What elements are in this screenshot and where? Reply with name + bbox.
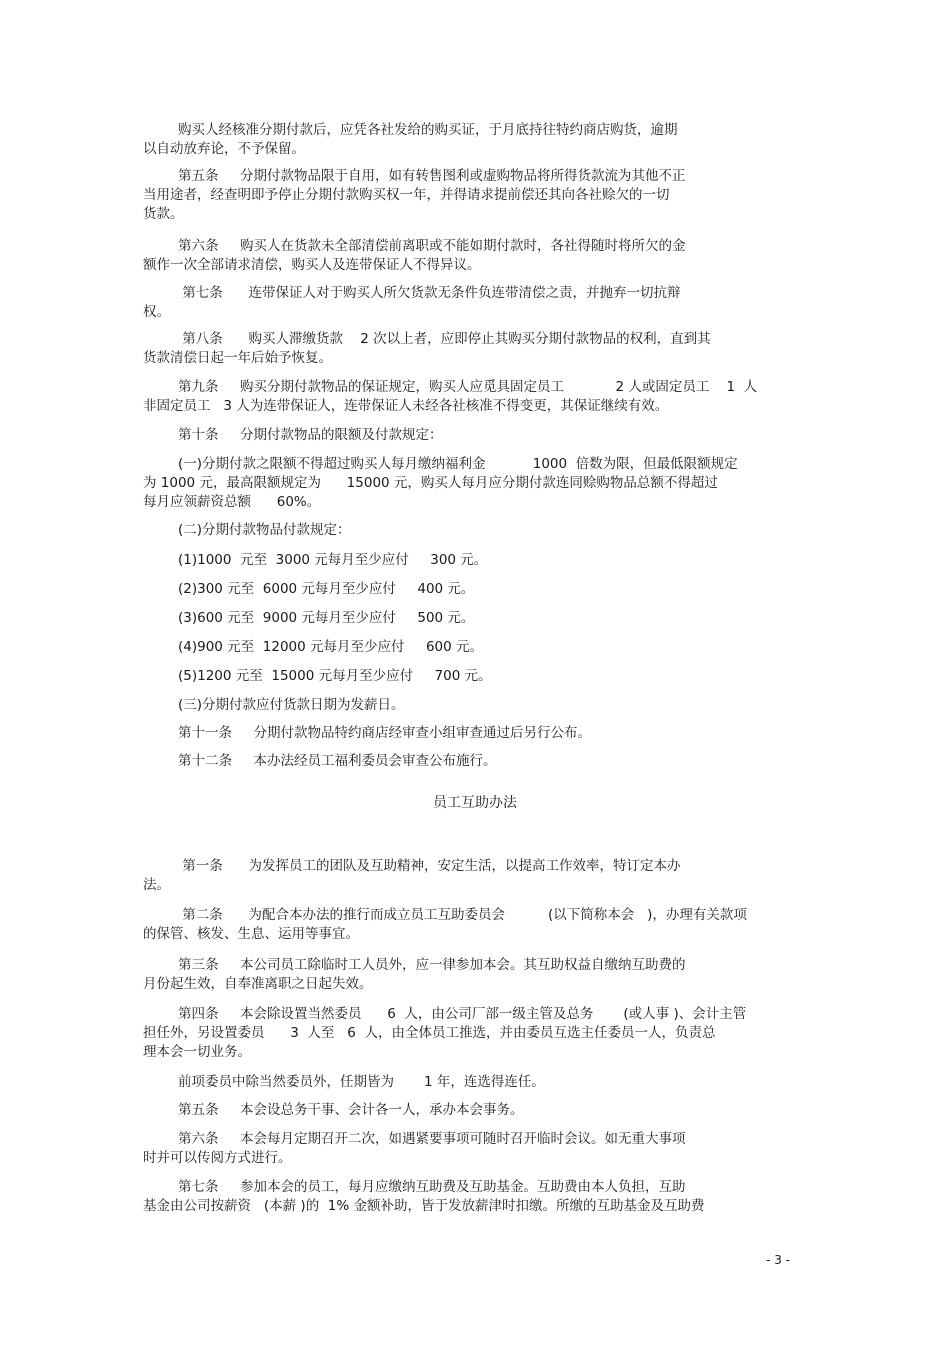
paragraph <box>143 1101 808 1120</box>
text-line: 基金由公司按薪资 (本薪 )的 1% 金额补助，皆于发放薪津时扣缴。所缴的互助基金及互助费 <box>143 1198 705 1214</box>
text-line: 货款清偿日起一年后始予恢复。 <box>143 350 332 366</box>
paragraph <box>143 551 808 570</box>
text-line: (2)300 元至 6000 元每月至少应付 400 元。 <box>178 581 475 597</box>
text-line: 月份起生效，自奉准离职之日起失效。 <box>143 976 373 992</box>
text-line: 第七条 参加本会的员工，每月应缴纳互助费及互助基金。互助费由本人负担，互助 <box>178 1179 686 1195</box>
text-line: (3)600 元至 9000 元每月至少应付 500 元。 <box>178 610 475 626</box>
text-line: 第十一条 分期付款物品特约商店经审查小组审查通过后另行公布。 <box>178 725 591 741</box>
paragraph <box>143 638 808 657</box>
text-line: (4)900 元至 12000 元每月至少应付 600 元。 <box>178 639 484 655</box>
text-line: 第三条 本公司员工除临时工人员外，应一律参加本会。其互助权益自缴纳互助费的 <box>178 957 686 973</box>
text-line: 购买人经核准分期付款后，应凭各社发给的购买证，于月底持往特约商店购货，逾期 <box>178 122 678 138</box>
text-line: 第九条 购买分期付款物品的保证规定，购买人应觅具固定员工 2 人或固定员工 1 人 <box>178 379 758 395</box>
text-line: 第八条 购买人滞缴货款 2 次以上者，应即停止其购买分期付款物品的权利，直到其 <box>178 331 711 347</box>
text-line: 以自动放弃论，不予保留。 <box>143 141 305 157</box>
text-line: (5)1200 元至 15000 元每月至少应付 700 元。 <box>178 668 492 684</box>
text-line: 第七条 连带保证人对于购买人所欠货款无条件负连带清偿之责，并抛弃一切抗辩 <box>178 285 681 301</box>
text-line: 当用途者，经查明即予停止分期付款购买权一年，并得请求提前偿还其向各社赊欠的一切 <box>143 187 670 203</box>
text-line: 第一条 为发挥员工的团队及互助精神，安定生活，以提高工作效率，特订定本办 <box>178 858 681 874</box>
text-line: 第五条 本会设总务干事、会计各一人，承办本会事务。 <box>178 1102 524 1118</box>
paragraph <box>143 1178 808 1216</box>
paragraph <box>143 580 808 599</box>
text-line: 权。 <box>143 304 170 320</box>
text-line: 第十二条 本办法经员工福利委员会审查公布施行。 <box>178 753 497 769</box>
text-line: 第六条 本会每月定期召开二次，如遇紧要事项可随时召开临时会议。如无重大事项 <box>178 1131 686 1147</box>
paragraph <box>143 455 808 512</box>
text-line: (二)分期付款物品付款规定： <box>178 522 351 538</box>
text-line: 第五条 分期付款物品限于自用，如有转售图利或虚购物品将所得货款流为其他不正 <box>178 168 686 184</box>
text-line: 额作一次全部请求清偿，购买人及连带保证人不得异议。 <box>143 257 481 273</box>
paragraph <box>143 752 808 771</box>
paragraph <box>143 906 808 944</box>
paragraph <box>143 857 808 895</box>
section-title: 员工互助办法 <box>433 795 517 811</box>
text-line: (一)分期付款之限额不得超过购买人每月缴纳福利金 1000 倍数为限，但最低限额规定 <box>178 456 738 472</box>
text-line: 第二条 为配合本办法的推行而成立员工互助委员会 (以下简称本会 )，办理有关款项 <box>178 907 747 923</box>
text-line: (三)分期付款应付货款日期为发薪日。 <box>178 697 405 713</box>
text-line: 时并可以传阅方式进行。 <box>143 1150 292 1166</box>
paragraph <box>143 426 808 445</box>
text-line: 理本会一切业务。 <box>143 1044 251 1060</box>
paragraph <box>143 1005 808 1062</box>
paragraph <box>143 609 808 628</box>
paragraph <box>143 1130 808 1168</box>
paragraph <box>143 956 808 994</box>
text-line: 每月应领薪资总额 60%。 <box>143 494 321 510</box>
paragraph <box>143 696 808 715</box>
text-line: 担任外，另设置委员 3 人至 6 人，由全体员工推选，并由委员互选主任委员一人，负责总 <box>143 1025 716 1041</box>
paragraph <box>143 330 808 368</box>
text-line: 货款。 <box>143 206 184 222</box>
paragraph <box>143 724 808 743</box>
paragraph <box>143 237 808 275</box>
text-line: 第十条 分期付款物品的限额及付款规定： <box>178 427 443 443</box>
paragraph <box>143 284 808 322</box>
text-line: 的保管、核发、生息、运用等事宜。 <box>143 926 359 942</box>
text-line: 前项委员中除当然委员外，任期皆为 1 年，连选得连任。 <box>178 1074 545 1090</box>
paragraph <box>143 1073 808 1092</box>
text-line: 非固定员工 3 人为连带保证人，连带保证人未经各社核准不得变更，其保证继续有效。 <box>143 398 669 414</box>
text-line: 第四条 本会除设置当然委员 6 人，由公司厂部一级主管及总务 (或人事 )、会计主管 <box>178 1006 747 1022</box>
text-line: 法。 <box>143 877 170 893</box>
text-line: 为 1000 元，最高限额规定为 15000 元，购买人每月应分期付款连同赊购物品总额不得超过 <box>143 475 718 491</box>
text-line: 第六条 购买人在货款未全部清偿前离职或不能如期付款时，各社得随时将所欠的金 <box>178 238 686 254</box>
paragraph <box>143 521 808 540</box>
page-number: - 3 - <box>766 1253 790 1267</box>
paragraph <box>143 378 808 416</box>
text-line: (1)1000 元至 3000 元每月至少应付 300 元。 <box>178 552 488 568</box>
paragraph <box>143 667 808 686</box>
paragraph <box>143 167 808 224</box>
paragraph <box>143 121 808 159</box>
